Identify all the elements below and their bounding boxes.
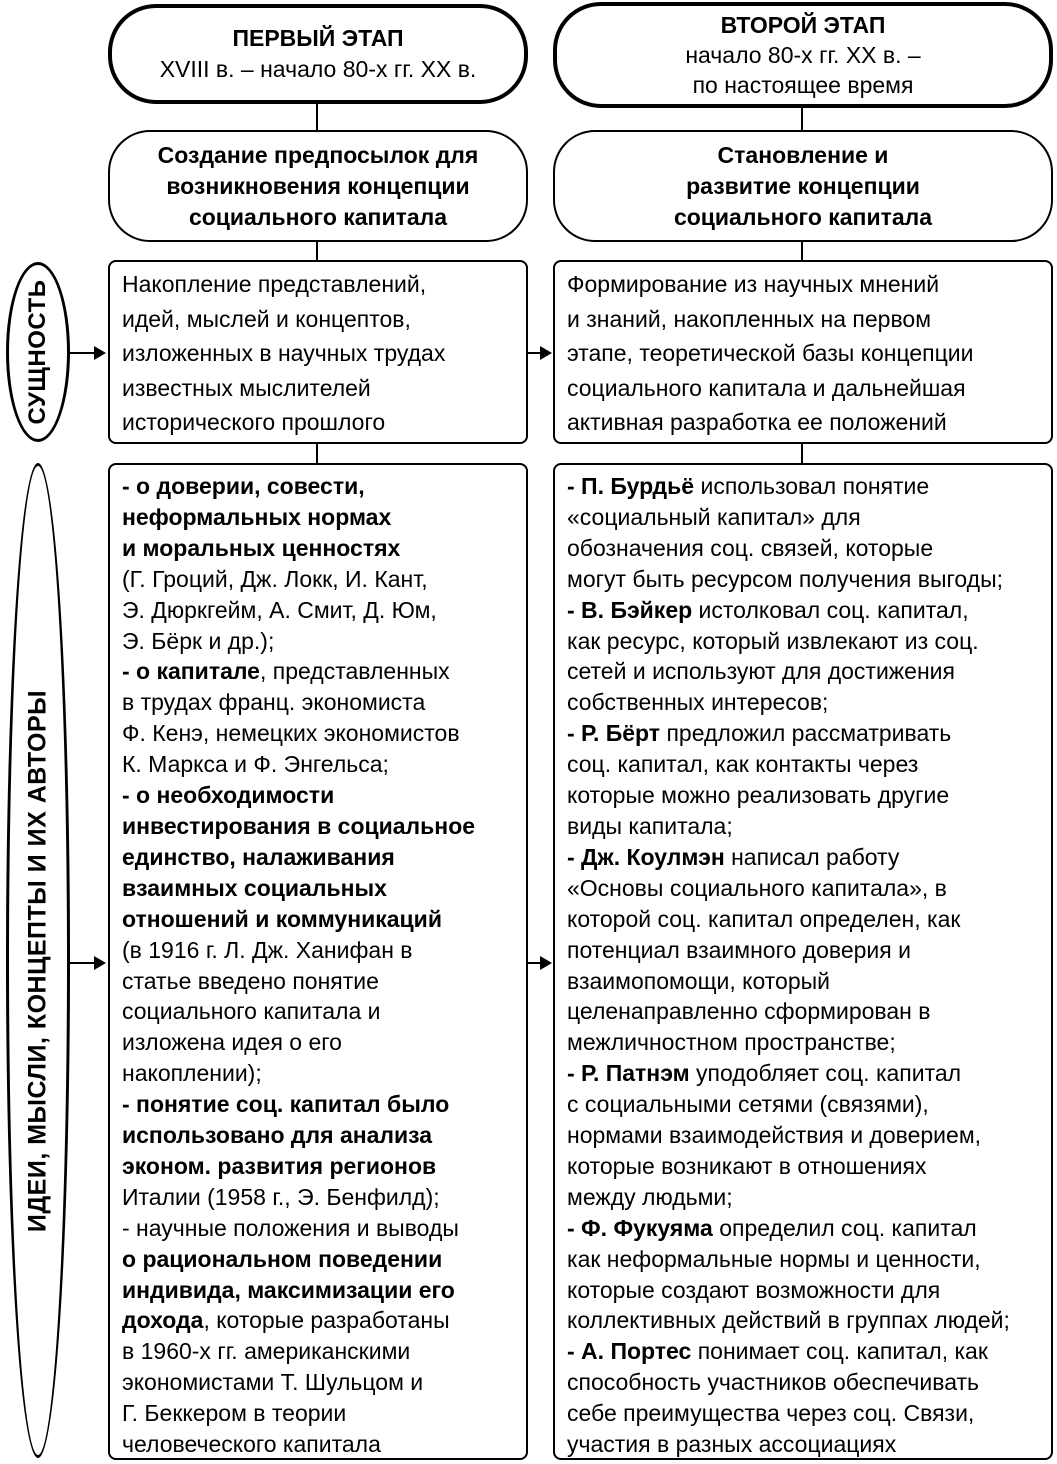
bold-text: - Р. Бёрт [567,720,661,747]
plain-text: целенаправленно сформирован в [567,998,931,1025]
text-line [567,749,1041,780]
plain-text: которые можно реализовать другие [567,782,950,809]
text-line: Формирование из научных мнений [567,271,940,297]
connector [801,242,803,260]
plain-text: коллективных действий в группах людей; [567,1307,1010,1334]
goal-line: развитие концепции [686,172,920,199]
plain-text: обозначения соц. связей, которые [567,534,934,561]
text-line [567,564,1041,595]
plain-text: в 1960-х гг. американскими [122,1338,411,1365]
text-line [122,873,516,904]
plain-text: с социальными сетями (связями), [567,1091,929,1118]
stage1-header [108,4,528,104]
text-line [122,996,516,1027]
connector [801,108,803,130]
text-line [567,502,1041,533]
text-line [567,1429,1041,1460]
ideas-label-text: ИДЕИ, МЫСЛИ, КОНЦЕПТЫ И ИХ АВТОРЫ [23,689,52,1232]
text-line [567,533,1041,564]
plain-text: «социальный капитал» для [567,503,861,530]
text-line [567,1275,1041,1306]
plain-text: , представленных [259,658,450,685]
bold-text: дохода [122,1307,204,1334]
text-line [122,1367,516,1398]
bold-text: - Дж. Коулмэн [567,843,725,870]
text-line [567,595,1041,626]
goal-line: Создание предпосылок для [157,141,479,168]
plain-text: накоплении); [122,1060,262,1087]
bold-text: - А. Портес [567,1338,692,1365]
plain-text: человеческого капитала [122,1431,381,1458]
plain-text: которые возникают в отношениях [567,1152,927,1179]
stage2-title: ВТОРОЙ ЭТАП [720,12,886,38]
text-line [122,471,516,502]
text-line: Накопление представлений, [122,271,427,297]
plain-text: сетей и используют для достижения [567,658,955,685]
plain-text: определил соц. капитал [712,1214,977,1241]
text-line [567,966,1041,997]
plain-text: использовал понятие [694,473,930,499]
plain-text: как ресурс, который извлекают из соц. [567,627,979,654]
text-line [122,626,516,657]
text-line: идей, мыслей и концептов, [122,305,411,332]
plain-text: Э. Бёрк и др.); [122,627,275,654]
bold-text: - о доверии, совести, [122,473,365,499]
bold-text: - В. Бэйкер [567,596,693,623]
plain-text: понимает соц. капитал, как [691,1338,988,1365]
text-line [122,1089,516,1120]
stage1-ideas [108,463,528,1460]
text-line [122,780,516,811]
plain-text: способность участников обеспечивать [567,1369,980,1396]
text-line: известных мыслителей [122,374,371,401]
text-line [122,1305,516,1336]
plain-text: нормами взаимодействия и доверием, [567,1122,982,1149]
plain-text: Э. Дюркгейм, А. Смит, Д. Юм, [122,596,437,623]
bold-text: использовано для анализа [122,1122,433,1149]
connector [316,242,318,260]
text-line [122,1244,516,1275]
stage2-period-l1: начало 80-х гг. XX в. – [685,42,921,68]
plain-text: соц. капитал, как контакты через [567,751,919,778]
text-line [122,1398,516,1429]
essence-label-text: СУЩНОСТЬ [24,279,51,425]
text-line [567,1089,1041,1120]
text-line [567,1213,1041,1244]
plain-text: которой соц. капитал определен, как [567,905,961,932]
plain-text: в трудах франц. экономиста [122,689,426,716]
text-line [122,1336,516,1367]
text-line [122,935,516,966]
stage1-title: ПЕРВЫЙ ЭТАП [232,25,404,51]
text-line [567,1336,1041,1367]
bold-text: - о капитале [122,658,260,685]
plain-text: статье введено понятие [122,967,379,994]
plain-text: виды капитала; [567,812,733,839]
plain-text: которые создают возможности для [567,1276,941,1303]
bold-text: инвестирования в социальное [122,812,476,839]
text-line [567,1398,1041,1429]
connector [801,444,803,463]
text-line [567,626,1041,657]
plain-text: между людьми; [567,1183,733,1210]
goal-line: Становление и [717,141,889,168]
text-line [567,873,1041,904]
arrow-right-icon [528,352,550,354]
plain-text: Г. Беккером в теории [122,1400,347,1427]
text-line [567,811,1041,842]
text-line [122,966,516,997]
text-line [122,502,516,533]
text-line [122,1429,516,1460]
goal-line: социального капитала [673,203,933,230]
bold-text: индивида, максимизации его [122,1276,455,1303]
essence-side-label [6,262,70,442]
text-line: этапе, теоретической базы концепции [567,340,974,366]
plain-text: социального капитала и [122,998,381,1025]
plain-text: экономистами Т. Шульцом и [122,1369,424,1396]
goal-line: социального капитала [188,203,448,230]
plain-text: истолковал соц. капитал, [692,596,969,623]
stage2-essence [553,260,1053,444]
text-line [122,1027,516,1058]
bold-text: - о необходимости [122,782,335,809]
text-line [122,595,516,626]
bold-text: эконом. развития регионов [122,1152,437,1179]
plain-text: - научные положения и выводы [122,1214,459,1241]
text-line [122,687,516,718]
text-line [122,904,516,935]
text-line [567,1058,1041,1089]
plain-text: К. Маркса и Ф. Энгельса; [122,751,389,778]
bold-text: - Ф. Фукуяма [567,1214,713,1241]
connector [316,104,318,130]
text-line [567,904,1041,935]
text-line [567,842,1041,873]
plain-text: себе преимущества через соц. Связи, [567,1400,975,1427]
stage2-header [553,2,1053,108]
text-line [122,749,516,780]
text-line [567,1244,1041,1275]
text-line [567,996,1041,1027]
bold-text: - Р. Патнэм [567,1060,690,1087]
plain-text: взаимопомощи, который [567,967,830,994]
text-line: изложенных в научных трудах [122,340,446,366]
text-line [122,656,516,687]
text-line [567,1182,1041,1213]
text-line [567,1367,1041,1398]
text-line [122,1182,516,1213]
stage2-ideas [553,463,1053,1460]
text-line [122,1275,516,1306]
stage2-period-l2: по настоящее время [692,72,914,98]
connector [316,444,318,463]
text-line [567,1120,1041,1151]
bold-text: - П. Бурдьё [567,473,695,499]
bold-text: и моральных ценностях [122,534,401,561]
text-line [122,718,516,749]
bold-text: о рациональном поведении [122,1245,443,1272]
ideas-side-label [6,463,70,1458]
text-line [567,471,1041,502]
stage1-essence [108,260,528,444]
plain-text: , которые разработаны [203,1307,450,1334]
text-line [122,564,516,595]
plain-text: Италии (1958 г., Э. Бенфилд); [122,1183,440,1210]
text-line [122,811,516,842]
arrow-right-icon [70,352,104,354]
plain-text: как неформальные нормы и ценности, [567,1245,981,1272]
plain-text: предложил рассматривать [660,720,952,747]
text-line: социального капитала и дальнейшая [567,374,966,401]
stage1-period: XVIII в. – начало 80-х гг. XX в. [159,56,477,82]
plain-text: участия в разных ассоциациях [567,1431,897,1458]
text-line [122,1213,516,1244]
text-line [122,533,516,564]
text-line [567,935,1041,966]
text-line: и знаний, накопленных на первом [567,305,932,332]
text-line [567,1305,1041,1336]
text-line: исторического прошлого [122,409,386,435]
plain-text: Ф. Кенэ, немецких экономистов [122,720,460,747]
plain-text: могут быть ресурсом получения выгоды; [567,565,1003,592]
plain-text: собственных интересов; [567,689,829,716]
text-line [567,1151,1041,1182]
text-line: активная разработка ее положений [567,409,947,435]
text-line [122,1151,516,1182]
text-line [122,1120,516,1151]
text-line [567,780,1041,811]
arrow-right-icon [528,962,550,964]
bold-text: взаимных социальных [122,874,387,901]
bold-text: неформальных нормах [122,503,392,530]
bold-text: - понятие соц. капитал было [122,1091,450,1118]
arrow-right-icon [70,962,104,964]
text-line [567,656,1041,687]
stage1-goal [108,130,528,242]
text-line [567,1027,1041,1058]
text-line [122,1058,516,1089]
goal-line: возникновения концепции [166,172,470,199]
plain-text: написал работу [724,843,900,870]
text-line [122,842,516,873]
plain-text: потенциал взаимного доверия и [567,936,911,963]
text-line [567,687,1041,718]
plain-text: (в 1916 г. Л. Дж. Ханифан в [122,936,413,963]
plain-text: межличностном пространстве; [567,1029,896,1056]
plain-text: уподобляет соц. капитал [689,1060,962,1087]
plain-text: «Основы социального капитала», в [567,874,947,901]
bold-text: единство, налаживания [122,843,395,870]
stage2-goal [553,130,1053,242]
plain-text: (Г. Гроций, Дж. Локк, И. Кант, [122,565,428,592]
text-line [567,718,1041,749]
plain-text: изложена идея о его [122,1029,342,1056]
bold-text: отношений и коммуникаций [122,905,442,932]
